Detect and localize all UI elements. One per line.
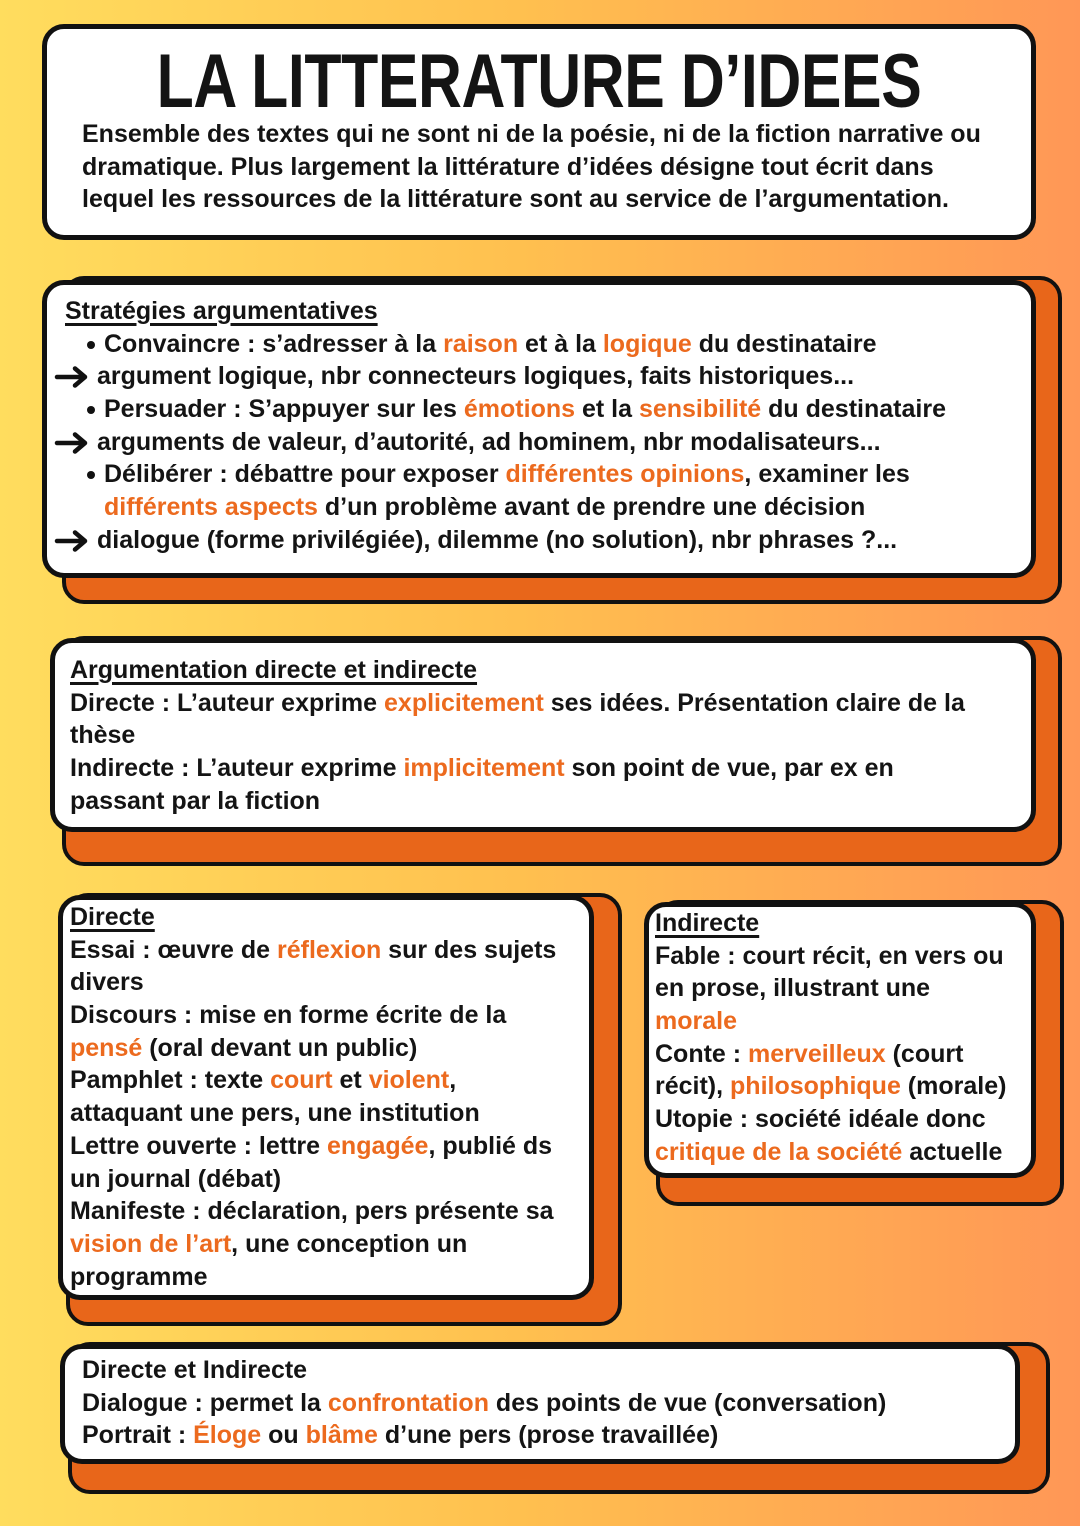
text-segment: du destinataire (691, 329, 877, 358)
genre-pamphlet-cont (70, 1097, 556, 1130)
highlight-term: logique (602, 329, 692, 358)
header-card (42, 24, 1036, 240)
text-segment: attaquant une pers, une institution (70, 1099, 480, 1128)
genre-discours-cont (70, 1032, 556, 1065)
text-segment: Essai : œuvre de (70, 935, 278, 964)
genre-essai-cont (70, 966, 556, 999)
strategy-persuader (47, 393, 946, 426)
section-heading-line (70, 654, 965, 687)
text-segment: , une conception un (231, 1229, 468, 1258)
text-segment: Discours : mise en forme écrite de la (70, 1001, 507, 1030)
text-segment: (oral devant un public) (142, 1033, 418, 1062)
text-segment: (morale) (900, 1072, 1007, 1101)
text-segment: Délibérer : débattre pour exposer (104, 460, 506, 489)
text-segment: récit), (655, 1072, 731, 1101)
directe-card (58, 895, 594, 1300)
argumentation-directe-cont (70, 719, 965, 752)
text-segment: son point de vue, par ex en (564, 754, 894, 783)
section-heading: Directe (70, 903, 155, 931)
text-segment: , examiner les (744, 460, 910, 489)
genre-dialogue (82, 1387, 886, 1420)
genre-portrait (82, 1419, 886, 1452)
text-segment: divers (70, 968, 144, 997)
section-heading: Indirecte (655, 909, 760, 937)
highlight-term: sensibilité (638, 395, 762, 424)
text-segment: d’un problème avant de prendre une décision (317, 493, 866, 522)
directe-text (70, 901, 556, 1293)
highlight-term: merveilleux (748, 1039, 886, 1068)
text-segment: thèse (70, 721, 136, 750)
highlight-term: émotions (463, 395, 576, 424)
text-segment: ses idées. Présentation claire de la (543, 688, 965, 717)
intro-line: dramatique. Plus largement la littérature d’idées désigne tout écrit dans (82, 152, 934, 181)
genre-manifeste (70, 1195, 556, 1228)
text-segment: Dialogue : permet la (82, 1388, 328, 1417)
text-segment: des points de vue (conversation) (488, 1388, 887, 1417)
argumentation-text (70, 654, 965, 817)
genre-pamphlet (70, 1064, 556, 1097)
text-segment: Convaincre : s’adresser à la (104, 329, 444, 358)
highlight-term: confrontation (327, 1388, 489, 1417)
genre-lettre-ouverte-cont (70, 1163, 556, 1196)
text-segment: un journal (débat) (70, 1164, 282, 1193)
text-segment: , (449, 1066, 457, 1095)
genre-fable-cont (655, 972, 1006, 1005)
strategy-convaincre-result (47, 360, 946, 393)
strategies-card (42, 280, 1036, 578)
arrow-right-icon (54, 529, 90, 553)
intro-line: lequel les ressources de la littérature sont au service de l’argumentation. (82, 185, 949, 214)
text-segment: Utopie : société idéale donc (655, 1105, 986, 1134)
genre-lettre-ouverte (70, 1130, 556, 1163)
argumentation-card (50, 638, 1036, 832)
genre-discours (70, 999, 556, 1032)
text-segment: Manifeste : déclaration, pers présente sa (70, 1197, 554, 1226)
text-segment: Portrait : (82, 1421, 194, 1450)
section-heading-line (47, 295, 946, 328)
strategy-deliberer (47, 458, 946, 491)
strategy-deliberer-result (47, 524, 946, 557)
highlight-term: blâme (305, 1421, 378, 1450)
text-segment: et (332, 1066, 369, 1095)
genre-utopie (655, 1103, 1006, 1136)
highlight-term: différents aspects (104, 493, 318, 522)
highlight-term: engagée (327, 1131, 429, 1160)
highlight-term: réflexion (277, 935, 382, 964)
text-segment: Lettre ouverte : lettre (70, 1131, 328, 1160)
argumentation-indirecte (70, 752, 965, 785)
argumentation-indirecte-cont (70, 785, 965, 818)
argumentation-directe (70, 687, 965, 720)
text-segment: Conte : (655, 1039, 749, 1068)
text-segment: Fable : court récit, en vers ou (655, 941, 1004, 970)
text-segment: et la (575, 395, 639, 424)
section-heading-line (655, 907, 1006, 940)
highlight-term: vision de l’art (70, 1229, 232, 1258)
genre-fable-cont (655, 1005, 1006, 1038)
text-segment: en prose, illustrant une (655, 974, 931, 1003)
text-segment: programme (70, 1262, 208, 1291)
section-heading: Argumentation directe et indirecte (70, 656, 478, 684)
highlight-term: philosophique (730, 1072, 901, 1101)
arrow-right-icon (54, 365, 90, 389)
text-segment: arguments de valeur, d’autorité, ad hominem, nbr modalisateurs... (97, 427, 881, 456)
genre-manifeste-cont (70, 1228, 556, 1261)
text-segment: sur des sujets (381, 935, 557, 964)
bullet-icon (87, 341, 95, 349)
bullet-icon (87, 471, 95, 479)
text-segment: Persuader : S’appuyer sur les (104, 395, 464, 424)
text-segment: (court (885, 1039, 964, 1068)
section-heading-line (70, 901, 556, 934)
page-title: LA LITTERATURE D’IDEES (156, 39, 922, 124)
highlight-term: différentes opinions (505, 460, 745, 489)
genre-conte-cont (655, 1070, 1006, 1103)
mixte-text (82, 1354, 886, 1452)
arrow-right-icon (54, 431, 90, 455)
text-segment: dialogue (forme privilégiée), dilemme (no solution), nbr phrases ?... (97, 525, 898, 554)
section-heading: Stratégies argumentatives (65, 297, 378, 325)
highlight-term: Éloge (193, 1421, 262, 1450)
highlight-term: violent (368, 1066, 450, 1095)
highlight-term: critique de la société (655, 1137, 903, 1166)
highlight-term: morale (655, 1007, 737, 1036)
highlight-term: explicitement (384, 688, 544, 717)
genre-essai (70, 934, 556, 967)
mixte-card (60, 1344, 1020, 1464)
section-heading: Directe et Indirecte (82, 1356, 308, 1384)
genre-manifeste-cont (70, 1261, 556, 1294)
highlight-term: pensé (70, 1033, 143, 1062)
text-segment: d’une pers (prose travaillée) (377, 1421, 719, 1450)
section-heading-line (82, 1354, 886, 1387)
text-segment: Pamphlet : texte (70, 1066, 271, 1095)
text-segment: du destinataire (761, 395, 946, 424)
highlight-term: implicitement (403, 754, 565, 783)
text-segment: ou (261, 1421, 306, 1450)
text-segment: Directe : L’auteur exprime (70, 688, 385, 717)
intro-line: Ensemble des textes qui ne sont ni de la poésie, ni de la fiction narrative ou (82, 120, 981, 148)
text-segment: , publié ds (428, 1131, 553, 1160)
text-segment: argument logique, nbr connecteurs logiques, faits historiques... (97, 362, 855, 391)
text-segment: Indirecte : L’auteur exprime (70, 754, 404, 783)
text-segment: passant par la fiction (70, 786, 321, 815)
highlight-term: raison (443, 329, 519, 358)
genre-utopie-cont (655, 1136, 1006, 1169)
highlight-term: court (270, 1066, 333, 1095)
text-segment: et à la (518, 329, 603, 358)
indirecte-card (644, 902, 1036, 1178)
bullet-icon (87, 406, 95, 414)
indirecte-text (655, 907, 1006, 1169)
intro-text (82, 118, 981, 216)
strategy-persuader-result (47, 426, 946, 459)
strategy-deliberer-cont (47, 491, 946, 524)
genre-fable (655, 940, 1006, 973)
strategy-convaincre (47, 328, 946, 361)
strategies-text (47, 295, 946, 557)
genre-conte (655, 1038, 1006, 1071)
text-segment: actuelle (902, 1137, 1003, 1166)
